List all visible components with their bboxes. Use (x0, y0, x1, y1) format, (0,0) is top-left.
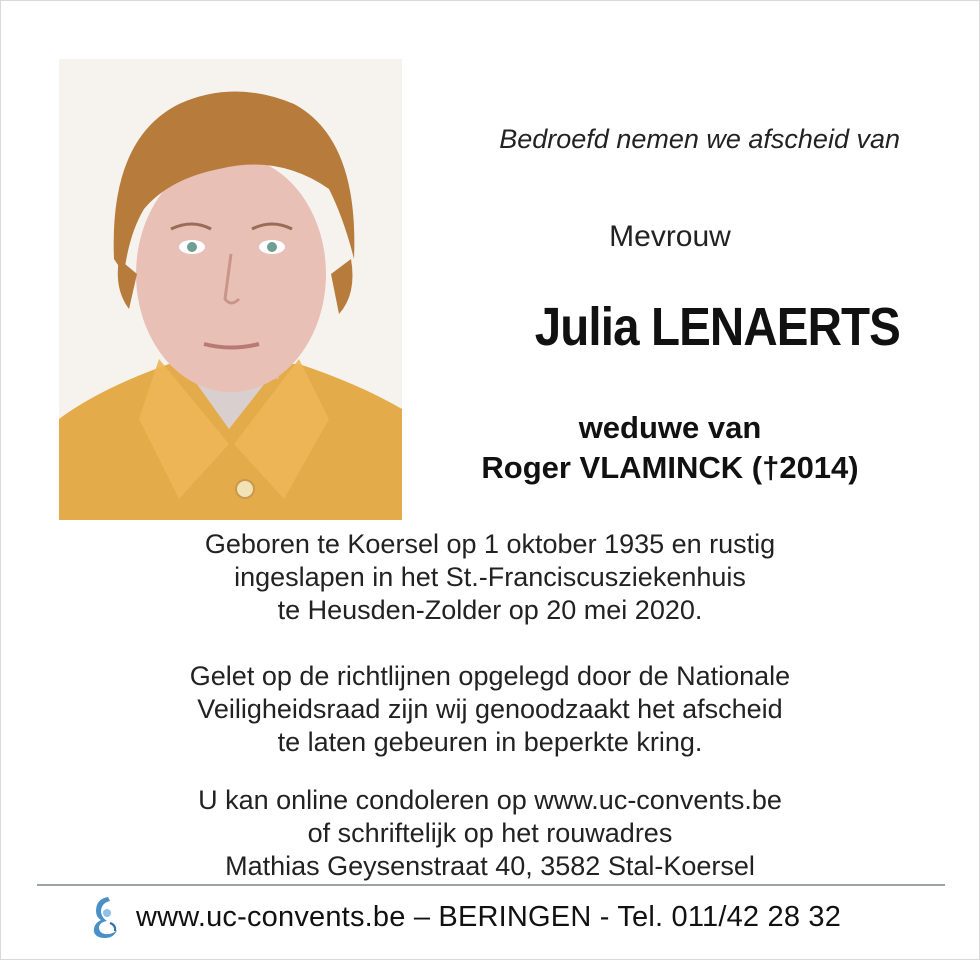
relation-line-2: Roger VLAMINCK (†2014) (481, 450, 859, 485)
paragraph-line: of schriftelijk op het rouwadres (307, 818, 673, 848)
notice-paragraph (60, 660, 920, 759)
intro-text: Bedroefd nemen we afscheid van (499, 124, 900, 154)
paragraph-line: Geboren te Koersel op 1 oktober 1935 en rustig (204, 529, 776, 559)
relation-block (430, 408, 910, 488)
funeral-home-logo-icon (88, 895, 122, 939)
portrait-illustration (59, 59, 402, 520)
paragraph-line: Gelet op de richtlijnen opgelegd door de Nationale (189, 661, 791, 691)
birth-paragraph (60, 528, 920, 627)
relation-line-1: weduwe van (578, 410, 762, 445)
deceased-name: Julia LENAERTS (534, 297, 900, 357)
paragraph-line: te laten gebeuren in beperkte kring. (277, 727, 703, 757)
footer-contact: www.uc-convents.be – BERINGEN - Tel. 011/42 28 32 (136, 900, 842, 933)
paragraph-line: ingeslapen in het St.-Franciscusziekenhuis (234, 562, 746, 592)
paragraph-line: Veiligheidsraad zijn wij genoodzaakt het afscheid (197, 694, 783, 724)
paragraph-line: te Heusden-Zolder op 20 mei 2020. (277, 595, 703, 625)
footer-divider (37, 884, 945, 886)
paragraph-line: U kan online condoleren op www.uc-convents.be (198, 785, 782, 815)
footer (88, 892, 908, 942)
paragraph-line: Mathias Geysenstraat 40, 3582 Stal-Koersel (225, 851, 755, 881)
portrait-photo (59, 59, 402, 520)
condolence-paragraph (60, 784, 920, 883)
honorific: Mevrouw (609, 220, 731, 253)
